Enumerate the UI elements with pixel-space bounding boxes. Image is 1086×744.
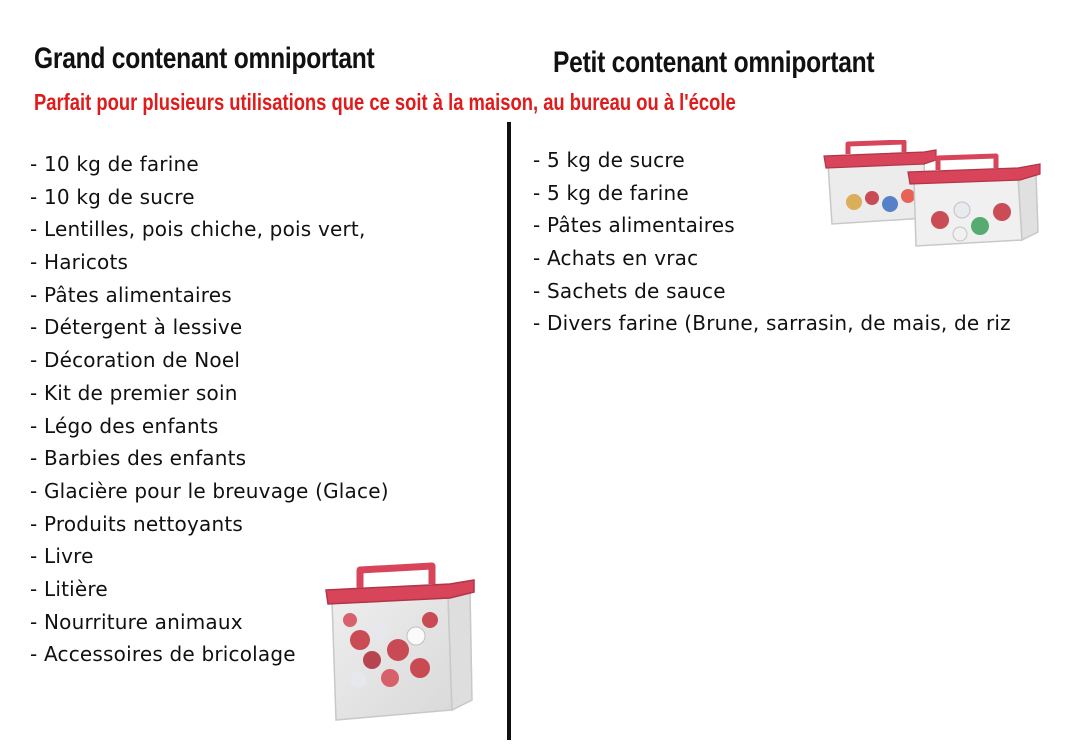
list-item: - Achats en vrac bbox=[533, 246, 699, 271]
subtitle: Parfait pour plusieurs utilisations que ce soit à la maison, au bureau ou à l'école bbox=[34, 89, 736, 115]
list-item: - Légo des enfants bbox=[30, 413, 219, 438]
list-item: - Livre bbox=[30, 544, 94, 569]
list-item: - Nourriture animaux bbox=[30, 609, 243, 634]
column-divider bbox=[507, 122, 511, 740]
list-item: - Barbies des enfants bbox=[30, 446, 247, 471]
large-container-icon bbox=[320, 560, 480, 726]
list-item: - Décoration de Noel bbox=[30, 348, 241, 373]
list-item: - Lentilles, pois chiche, pois vert, bbox=[30, 217, 366, 242]
small-container-title: Petit contenant omniportant bbox=[553, 46, 875, 79]
small-containers-icon bbox=[820, 140, 1044, 250]
list-item: - Détergent à lessive bbox=[30, 315, 243, 340]
list-item: - Pâtes alimentaires bbox=[533, 213, 735, 238]
list-item: - Haricots bbox=[30, 250, 129, 275]
list-item: - Accessoires de bricolage bbox=[30, 642, 296, 667]
list-item: - Litière bbox=[30, 576, 108, 601]
list-item: - Produits nettoyants bbox=[30, 511, 243, 536]
list-item: - Sachets de sauce bbox=[533, 278, 726, 303]
list-item: - Kit de premier soin bbox=[30, 380, 238, 405]
list-item: - 5 kg de farine bbox=[533, 180, 689, 205]
large-container-title: Grand contenant omniportant bbox=[34, 42, 375, 75]
list-item: - 5 kg de sucre bbox=[533, 148, 685, 172]
list-item: - 10 kg de sucre bbox=[30, 184, 195, 209]
list-item: - Divers farine (Brune, sarrasin, de mais, de riz bbox=[533, 311, 1011, 336]
list-item: - Pâtes alimentaires bbox=[30, 282, 232, 307]
list-item: - 10 kg de farine bbox=[30, 152, 199, 176]
list-item: - Glacière pour le breuvage (Glace) bbox=[30, 478, 389, 503]
